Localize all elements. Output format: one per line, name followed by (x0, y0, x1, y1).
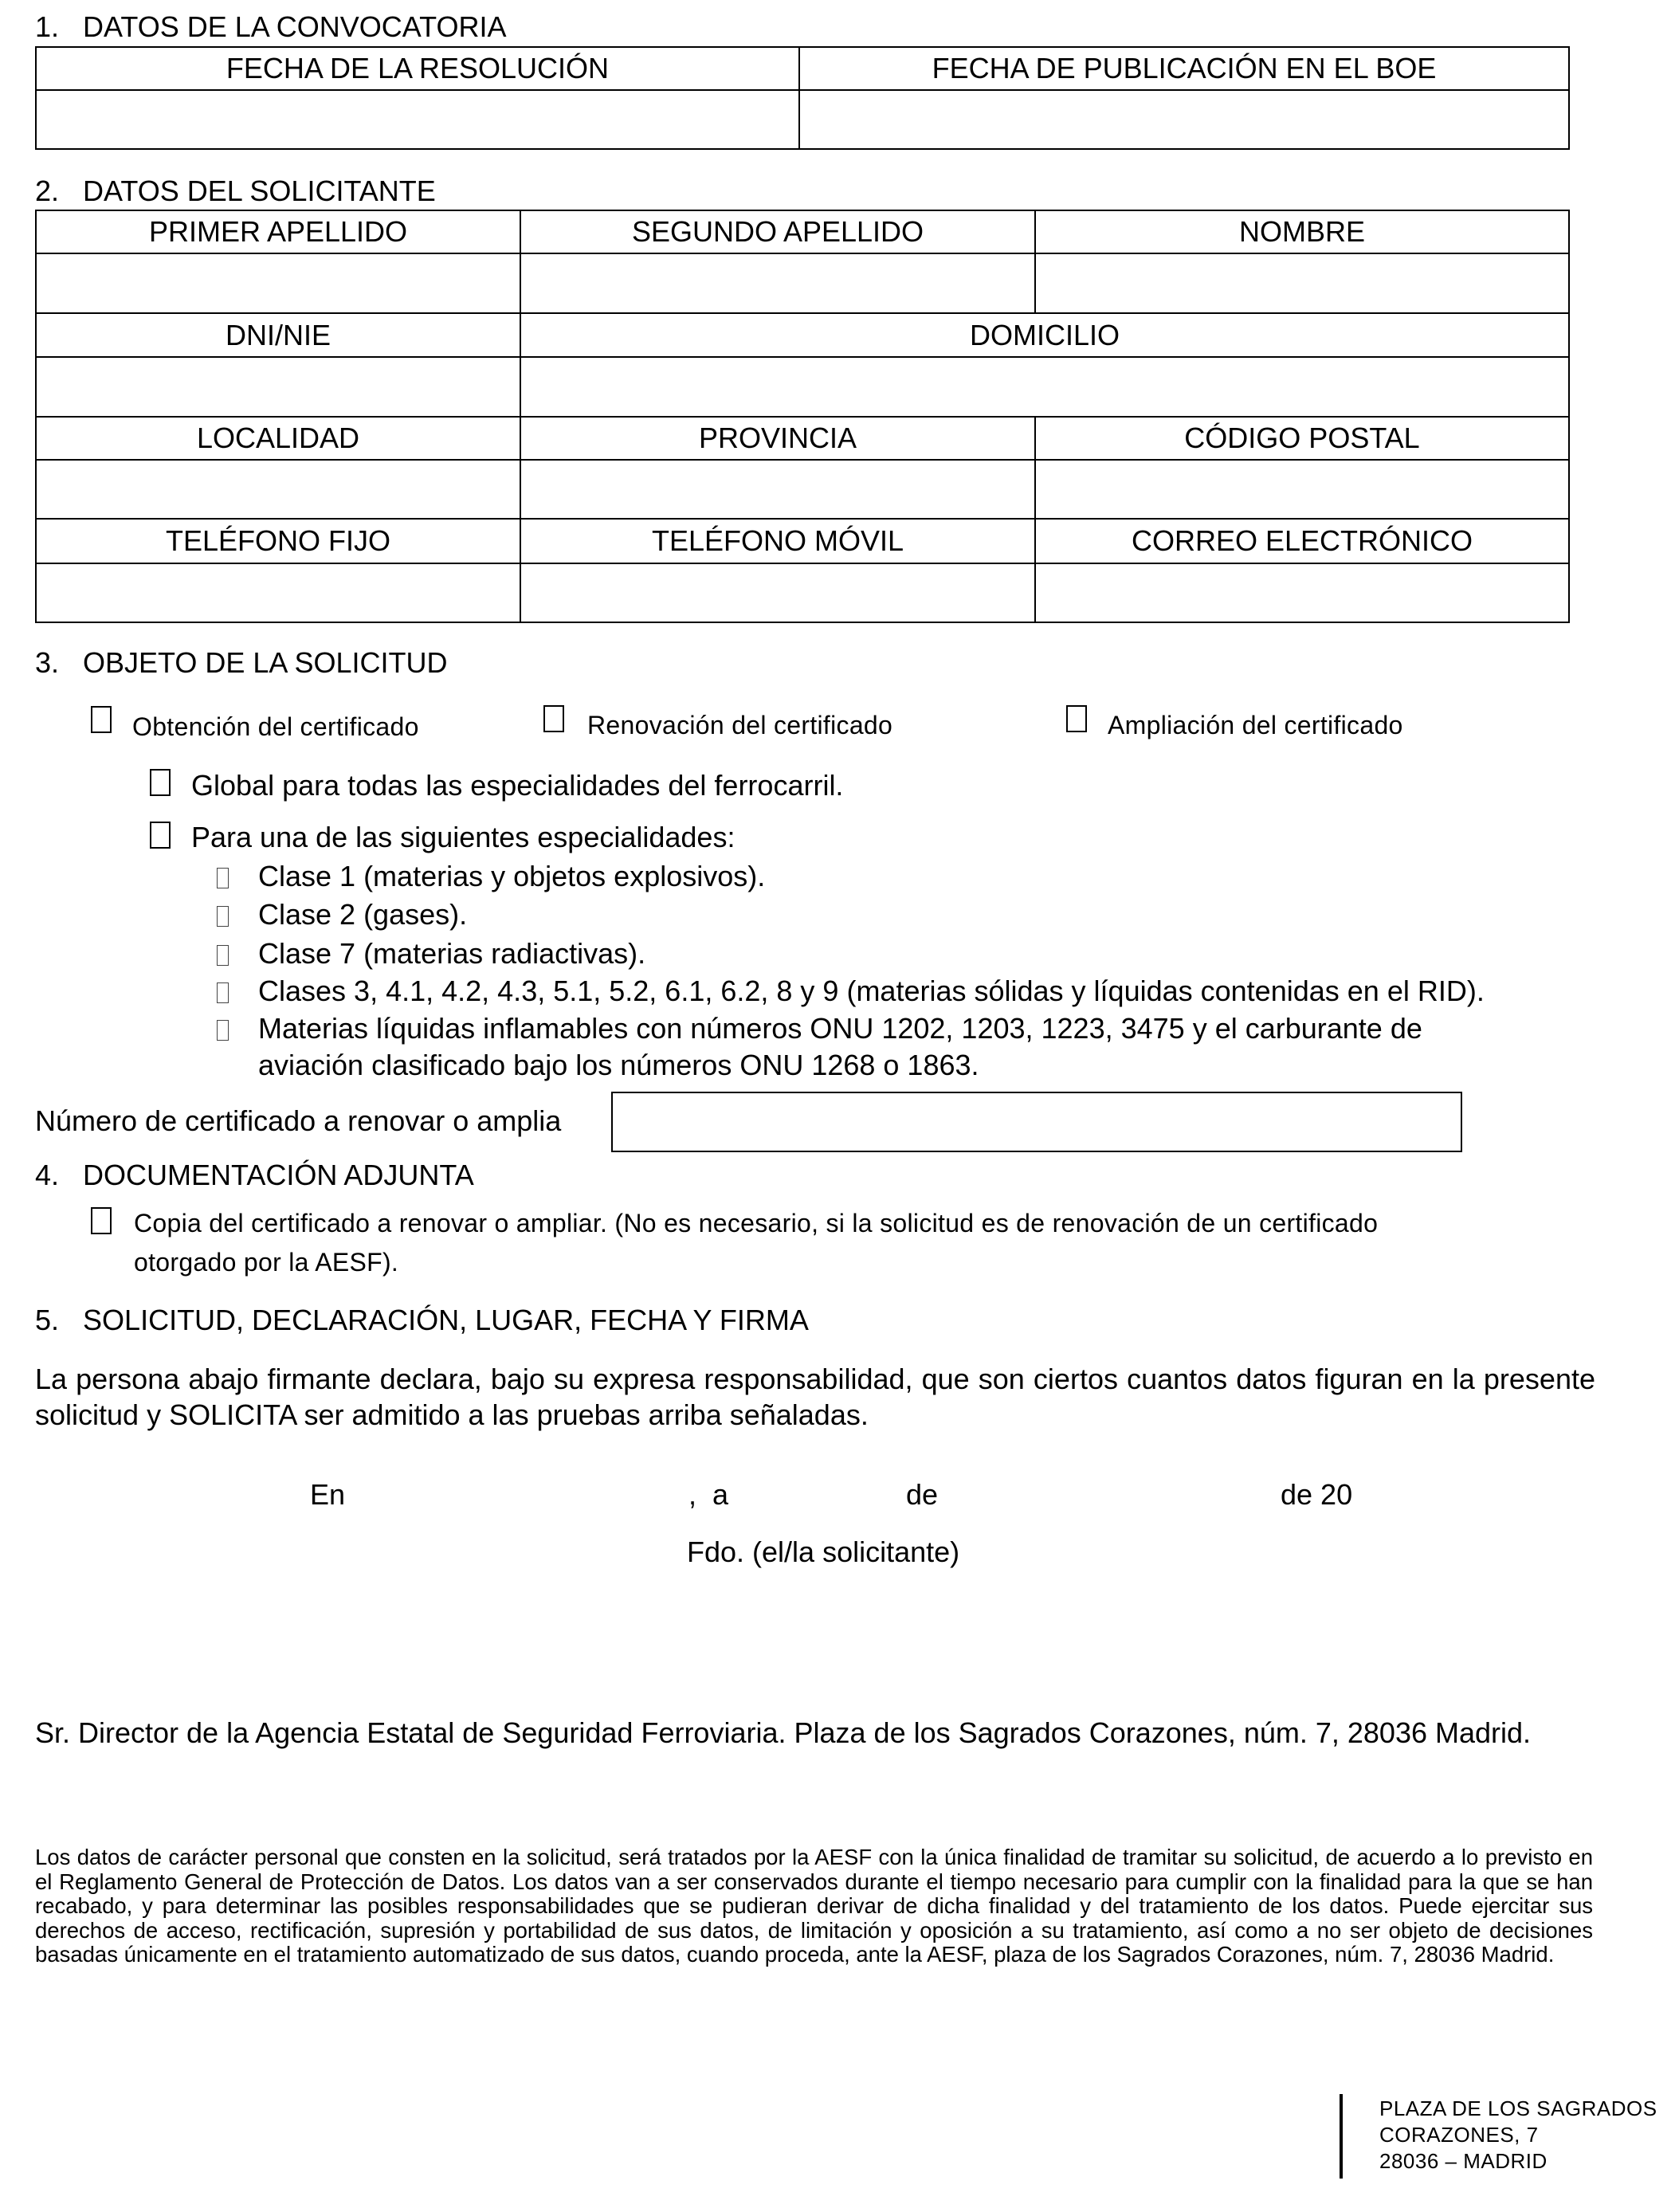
checkbox-obtencion[interactable] (91, 706, 112, 733)
place-a-label: , a (688, 1478, 729, 1511)
header-localidad: LOCALIDAD (36, 417, 520, 460)
telefono-movil-field[interactable] (520, 563, 1035, 622)
section-2-heading: 2. DATOS DEL SOLICITANTE (35, 175, 436, 207)
header-correo-electronico: CORREO ELECTRÓNICO (1035, 519, 1569, 563)
header-codigo-postal: CÓDIGO POSTAL (1035, 417, 1569, 460)
footer-address-line-3: 28036 – MADRID (1379, 2149, 1548, 2173)
declaration-text: La persona abajo firmante declara, bajo su expresa responsabilidad, que son ciertos cuantos datos figuran en la presente solicitud y SOLICITA ser admitido a las pruebas arriba señaladas. (35, 1363, 1595, 1431)
place-de20-label: de 20 (1281, 1478, 1353, 1511)
section-4-heading: 4. DOCUMENTACIÓN ADJUNTA (35, 1159, 474, 1191)
checkbox-liquidas-inflamables[interactable] (217, 1020, 229, 1041)
checkbox-renovacion[interactable] (543, 705, 564, 732)
section-1-heading: 1. DATOS DE LA CONVOCATORIA (35, 10, 507, 43)
header-telefono-fijo: TELÉFONO FIJO (36, 519, 520, 563)
option-obtencion-label: Obtención del certificado (132, 712, 419, 741)
privacy-notice: Los datos de carácter personal que consten en la solicitud, será tratados por la AESF con la única finalidad de tramitar su solicitud, de acuerdo a lo previsto en el Reglamento General de Protección de Datos. Los datos van a ser conservados durante el tiempo necesario para cumplir con la finalidad para la que se han recabado, y para determinar las posibles responsabilidades que se pudieran derivar de dicha finalidad y del tratamiento de los datos. Puede ejercitar sus derechos de acceso, rectificación, supresión y portabilidad de sus datos, de limitación y oposición a su tratamiento, así como a no ser objeto de decisiones basadas únicamente en el tratamiento automatizado de sus datos, cuando proceda, ante la AESF, plaza de los Sagrados Corazones, núm. 7, 28036 Madrid. (35, 1845, 1593, 1967)
nombre-field[interactable] (1035, 253, 1569, 313)
specialty-clase-1: Clase 1 (materias y objetos explosivos). (258, 860, 766, 892)
place-en-label: En (310, 1478, 346, 1511)
specialty-liquidas-inflamables: Materias líquidas inflamables con números ONU 1202, 1203, 1223, 3475 y el carburante de (258, 1012, 1422, 1045)
primer-apellido-field[interactable] (36, 253, 520, 313)
segundo-apellido-field[interactable] (520, 253, 1035, 313)
footer-address-line-1: PLAZA DE LOS SAGRADOS (1379, 2096, 1657, 2120)
header-primer-apellido: PRIMER APELLIDO (36, 210, 520, 253)
convocatoria-table (35, 46, 1570, 150)
section-5-heading: 5. SOLICITUD, DECLARACIÓN, LUGAR, FECHA Y FIRMA (35, 1304, 809, 1336)
option-ampliacion-label: Ampliación del certificado (1108, 711, 1403, 739)
global-label: Global para todas las especialidades del ferrocarril. (191, 769, 844, 802)
checkbox-specific[interactable] (150, 822, 171, 849)
correo-electronico-field[interactable] (1035, 563, 1569, 622)
doc-copia-label-cont: otorgado por la AESF). (134, 1248, 399, 1277)
footer-address-line-2: CORAZONES, 7 (1379, 2123, 1539, 2147)
checkbox-clase-1[interactable] (217, 868, 229, 888)
footer-divider (1340, 2094, 1343, 2179)
checkbox-global[interactable] (150, 769, 171, 796)
fecha-resolucion-field[interactable] (36, 90, 799, 149)
checkbox-copia-certificado[interactable] (91, 1207, 112, 1234)
codigo-postal-field[interactable] (1035, 460, 1569, 519)
header-segundo-apellido: SEGUNDO APELLIDO (520, 210, 1035, 253)
place-de-label: de (906, 1478, 939, 1511)
localidad-field[interactable] (36, 460, 520, 519)
specialty-liquidas-inflamables-cont: aviación clasificado bajo los números ONU 1268 o 1863. (258, 1049, 979, 1081)
specialty-clase-2: Clase 2 (gases). (258, 898, 468, 931)
domicilio-field[interactable] (520, 357, 1569, 417)
recipient-text: Sr. Director de la Agencia Estatal de Seguridad Ferroviaria. Plaza de los Sagrados Corazones, núm. 7, 28036 Madrid. (35, 1716, 1532, 1749)
header-provincia: PROVINCIA (520, 417, 1035, 460)
header-dni-nie: DNI/NIE (36, 313, 520, 357)
signature-label: Fdo. (el/la solicitante) (687, 1535, 960, 1568)
header-domicilio: DOMICILIO (520, 313, 1569, 357)
header-fecha-resolucion: FECHA DE LA RESOLUCIÓN (36, 47, 799, 90)
checkbox-clase-2[interactable] (217, 906, 229, 927)
cert-number-label: Número de certificado a renovar o amplia (35, 1104, 562, 1137)
dni-nie-field[interactable] (36, 357, 520, 417)
telefono-fijo-field[interactable] (36, 563, 520, 622)
fecha-publicacion-boe-field[interactable] (799, 90, 1569, 149)
header-fecha-publicacion-boe: FECHA DE PUBLICACIÓN EN EL BOE (799, 47, 1569, 90)
specialty-clase-7: Clase 7 (materias radiactivas). (258, 937, 646, 970)
header-nombre: NOMBRE (1035, 210, 1569, 253)
solicitante-table (35, 210, 1570, 623)
specific-label: Para una de las siguientes especialidades: (191, 821, 736, 853)
checkbox-ampliacion[interactable] (1066, 705, 1087, 732)
cert-number-input[interactable] (611, 1092, 1462, 1152)
provincia-field[interactable] (520, 460, 1035, 519)
section-3-heading: 3. OBJETO DE LA SOLICITUD (35, 646, 448, 679)
doc-copia-label: Copia del certificado a renovar o ampliar. (No es necesario, si la solicitud es de renovación de un certificado (134, 1209, 1379, 1237)
option-renovacion-label: Renovación del certificado (587, 711, 893, 739)
checkbox-clases-rid[interactable] (217, 982, 229, 1003)
specialty-clases-rid: Clases 3, 4.1, 4.2, 4.3, 5.1, 5.2, 6.1, 6.2, 8 y 9 (materias sólidas y líquidas contenidas en el RID). (258, 975, 1485, 1007)
checkbox-clase-7[interactable] (217, 945, 229, 966)
footer-address (1379, 2096, 1657, 2175)
header-telefono-movil: TELÉFONO MÓVIL (520, 519, 1035, 563)
